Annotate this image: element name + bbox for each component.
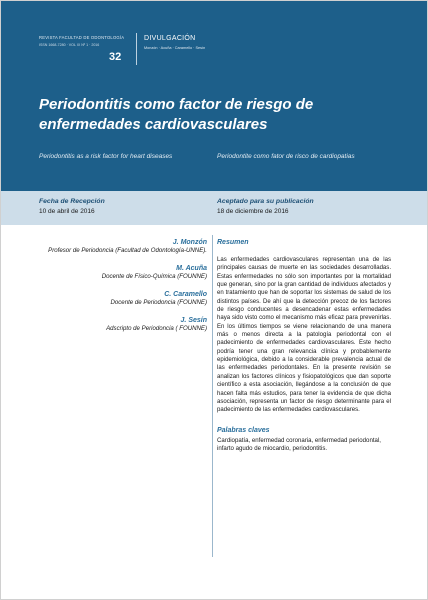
- section-title: DIVULGACIÓN: [144, 35, 196, 42]
- author-affiliation: Docente de Periodoncia (FOUNNE): [110, 299, 207, 306]
- keywords-body: Cardiopatía, enfermedad coronaria, enfermedad periodontal, infarto agudo de miocardio, periodontitis.: [217, 436, 381, 452]
- journal-block: [39, 35, 131, 47]
- page-number: 32: [109, 51, 122, 63]
- author-name: J. Sesín: [180, 317, 207, 324]
- dates-band: [1, 191, 428, 225]
- author-affiliation: Profesor de Periodoncia (Facultad de Odontología-UNNE).: [48, 247, 207, 254]
- abstract-heading: Resumen: [217, 239, 249, 246]
- article-title: Periodontitis como factor de riesgo de enfermedades cardiovasculares: [39, 96, 314, 133]
- column-divider: [212, 235, 213, 557]
- journal-issue: ISSN 1668-7280 · VOL IX Nº 1 · 2016: [39, 43, 100, 47]
- section-block: [144, 35, 205, 50]
- author-affiliation: Docente de Físico-Química (FOUNNE): [101, 273, 207, 280]
- author-entry: [39, 265, 207, 281]
- author-name: J. Monzón: [172, 239, 207, 246]
- accepted-date: [217, 198, 314, 215]
- received-value: 10 de abril de 2016: [39, 208, 95, 215]
- author-name: M. Acuña: [176, 265, 207, 272]
- header-divider: [136, 33, 137, 65]
- authors-column: [39, 239, 207, 343]
- keywords-heading: Palabras claves: [217, 426, 270, 434]
- header-band: [1, 1, 428, 191]
- received-date: [39, 198, 105, 215]
- abstract-column: [217, 239, 391, 453]
- subtitle-english: Periodontitis as a risk factor for heart diseases: [39, 153, 173, 160]
- subtitle-portuguese: Periodontite como fator de risco de cardiopatias: [217, 153, 355, 160]
- author-name: C. Caramello: [164, 291, 207, 298]
- abstract-body: Las enfermedades cardiovasculares representan una de las principales causas de muerte en las sociedades desarrolladas. Estas enfermedades no sólo son importantes por la mortalidad que generan, sino por la gran cantidad de individuos afectados y en tratamiento que han de soportar los sistemas de salud de los distintos países. De ahí que la detección precoz de los factores de riesgo conducentes a desencadenar estas enfermedades haya sido visto como el mecanismo más eficaz para prevenirlas. En los últimos tiempos se viene relacionando de una manera más o menos directa a la patología periodontal con el padecimiento de enfermedades cardiovasculares. Este hecho podría tener una gran relevancia clínica y probablemente epidemiológica, debido a la considerable prevalencia actual de las enfermedades periodontales. En la presente revisión se analizan los factores clínicos y fisiopatológicos que dan soporte científico a esta asociación, llegándose a la conclusión de que hacen falta más estudios, para tener la evidencia de que dicha asociación, representa un factor de riesgo determinante para el padecimiento de las enfermedades cardiovasculares.: [217, 257, 391, 414]
- journal-name: REVISTA FACULTAD DE ODONTOLOGÍA: [39, 35, 125, 40]
- author-entry: [39, 291, 207, 307]
- accepted-label: Aceptado para su publicación: [217, 198, 314, 205]
- received-label: Fecha de Recepción: [39, 198, 105, 205]
- author-affiliation: Adscripto de Periodoncia ( FOUNNE): [106, 325, 207, 332]
- section-authors: Monzón · Acuña · Caramello · Sesín: [144, 46, 206, 50]
- accepted-value: 18 de diciembre de 2016: [217, 208, 289, 215]
- author-entry: [39, 239, 207, 255]
- author-entry: [39, 317, 207, 333]
